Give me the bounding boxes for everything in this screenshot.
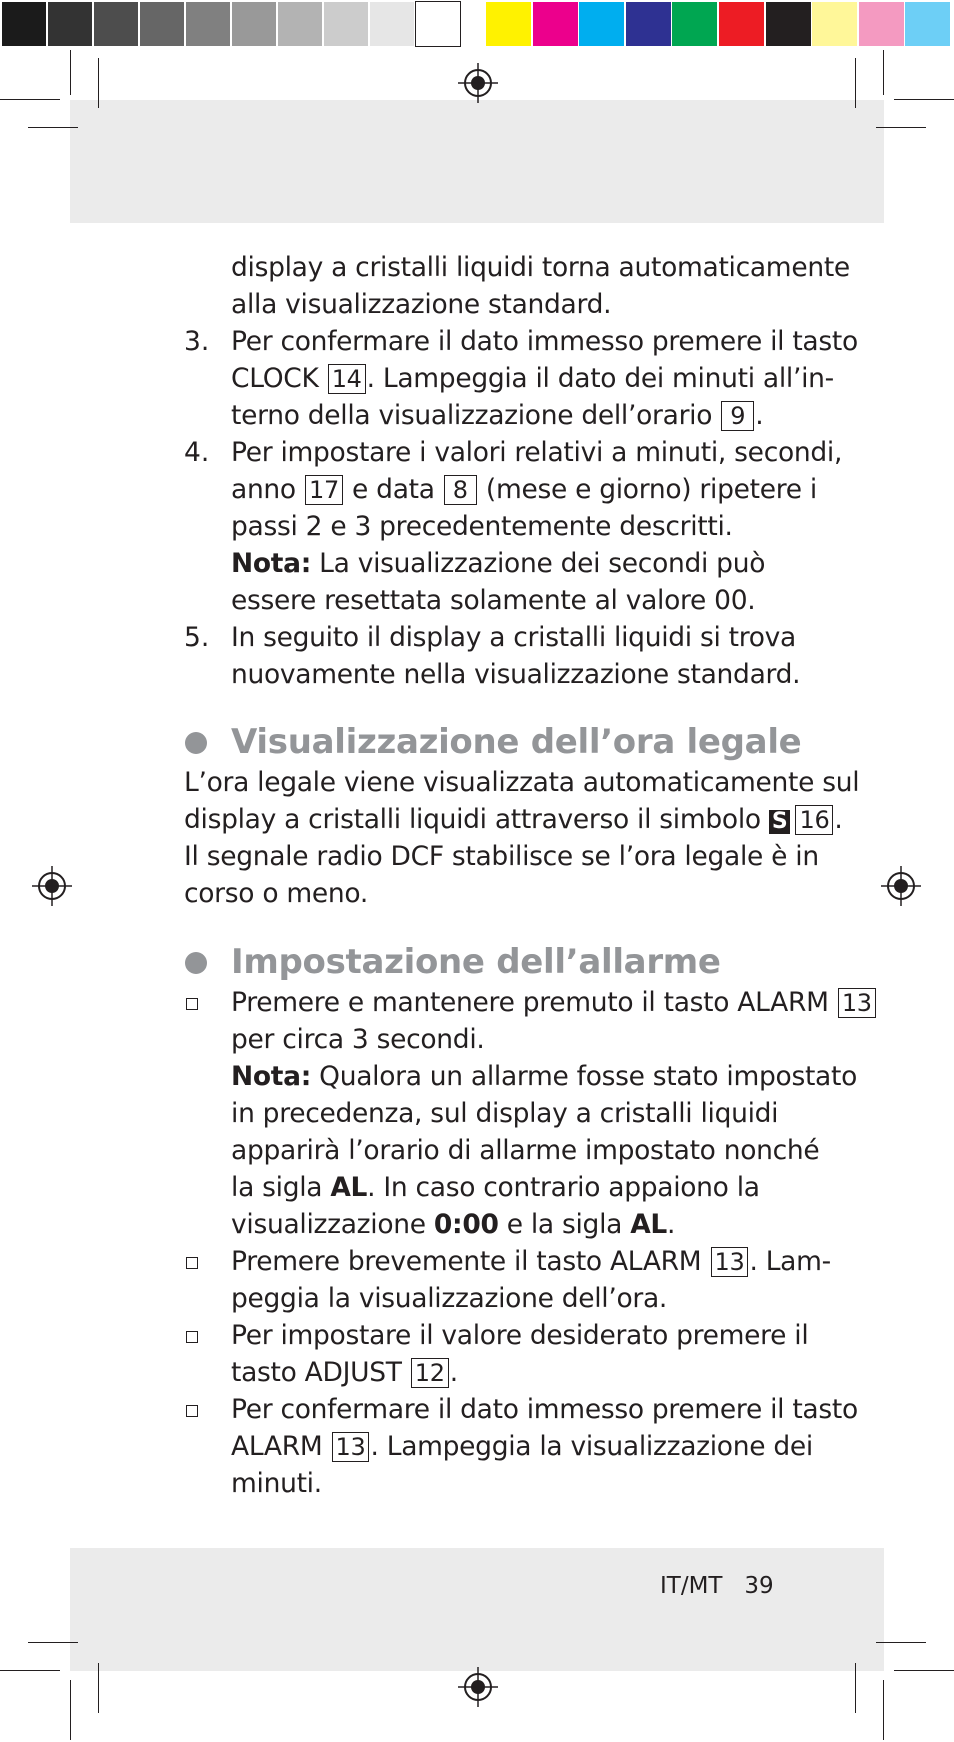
paragraph-line: corso o meno. xyxy=(184,878,368,909)
text: AL xyxy=(630,1209,668,1240)
text: la sigla xyxy=(231,1172,323,1203)
grey-swatch xyxy=(186,2,230,46)
note: in precedenza, sul display a cristalli liquidi xyxy=(231,1098,779,1129)
crop-mark xyxy=(876,127,926,128)
list-item-text: passi 2 e 3 precedentemente descritti. xyxy=(231,511,733,542)
color-swatch xyxy=(672,2,717,46)
text: . In caso contrario appaiono la xyxy=(367,1172,760,1203)
list-item-text: peggia la visualizzazione dell’ora. xyxy=(231,1283,668,1314)
grey-swatch xyxy=(48,2,92,46)
registration-mark-icon xyxy=(881,866,921,906)
grey-swatch xyxy=(140,2,184,46)
footer-band xyxy=(70,1548,884,1671)
reference-number: 13 xyxy=(838,988,876,1018)
text: La visualizzazione dei secondi può xyxy=(319,548,766,579)
color-swatch xyxy=(859,2,904,46)
list-item-text xyxy=(231,985,877,1021)
text: Premere brevemente il tasto ALARM xyxy=(231,1246,702,1277)
section-heading: Impostazione dell’allarme xyxy=(231,942,721,982)
page-footer xyxy=(660,1568,774,1604)
text: Qualora un allarme fosse stato impostato xyxy=(319,1061,857,1092)
reference-number: 13 xyxy=(711,1247,749,1277)
grey-swatch xyxy=(370,2,414,46)
list-number: 5. xyxy=(184,622,210,653)
crop-mark xyxy=(855,58,856,108)
crop-mark xyxy=(70,1680,71,1740)
text: e la sigla xyxy=(506,1209,623,1240)
color-swatch xyxy=(905,2,950,46)
color-swatch xyxy=(533,2,578,46)
color-swatch xyxy=(812,2,857,46)
list-item-text: minuti. xyxy=(231,1468,322,1499)
text: . xyxy=(449,1357,458,1388)
paragraph-line: L’ora legale viene visualizzata automaticamente sul xyxy=(184,767,860,798)
grey-swatch xyxy=(416,2,460,46)
checkbox-bullet-icon xyxy=(186,998,198,1010)
list-item-text: nuovamente nella visualizzazione standard. xyxy=(231,659,801,690)
summer-time-symbol-icon: S xyxy=(769,810,791,834)
section-heading: Visualizzazione dell’ora legale xyxy=(231,722,802,762)
crop-mark xyxy=(855,1663,856,1713)
list-number: 3. xyxy=(184,326,210,357)
registration-mark-icon xyxy=(458,63,498,103)
text: display a cristalli liquidi attraverso il simbolo xyxy=(184,804,761,835)
list-item-text xyxy=(231,398,763,434)
text: . xyxy=(755,400,764,431)
grey-swatch xyxy=(324,2,368,46)
color-swatch xyxy=(626,2,671,46)
list-item-continuation: alla visualizzazione standard. xyxy=(231,289,612,320)
bullet-dot-icon xyxy=(185,952,207,974)
reference-number: 12 xyxy=(411,1358,449,1388)
list-item-text: Per impostare il valore desiderato premere il xyxy=(231,1320,809,1351)
note: essere resettata solamente al valore 00. xyxy=(231,585,756,616)
grey-swatch xyxy=(2,2,46,46)
text: . xyxy=(667,1209,676,1240)
crop-mark xyxy=(0,99,60,100)
text: Premere e mantenere premuto il tasto ALARM xyxy=(231,987,829,1018)
crop-mark xyxy=(894,99,954,100)
list-item-text: Per confermare il dato immesso premere il tasto xyxy=(231,1394,858,1425)
note: apparirà l’orario di allarme impostato nonché xyxy=(231,1135,820,1166)
note-label: Nota: xyxy=(231,1061,312,1092)
list-item-text: per circa 3 secondi. xyxy=(231,1024,485,1055)
list-item-text: Per impostare i valori relativi a minuti, secondi, xyxy=(231,437,843,468)
text: e data xyxy=(352,474,435,505)
color-swatch xyxy=(579,2,624,46)
paragraph-line xyxy=(184,802,843,838)
list-item-text: In seguito il display a cristalli liquidi si trova xyxy=(231,622,796,653)
list-item-text: Per confermare il dato immesso premere il tasto xyxy=(231,326,858,357)
header-band xyxy=(70,100,884,223)
note xyxy=(231,1059,857,1095)
registration-mark-icon xyxy=(32,866,72,906)
reference-number: 14 xyxy=(328,364,366,394)
checkbox-bullet-icon xyxy=(186,1257,198,1269)
list-item-text xyxy=(231,361,834,397)
crop-mark xyxy=(883,50,884,95)
note xyxy=(231,1170,760,1206)
text: . Lampeggia la visualizzazione dei xyxy=(370,1431,813,1462)
color-calibration-bar xyxy=(0,0,954,48)
crop-mark xyxy=(876,1642,926,1643)
text: AL xyxy=(330,1172,368,1203)
checkbox-bullet-icon xyxy=(186,1331,198,1343)
crop-mark xyxy=(98,1663,99,1713)
text: . Lam- xyxy=(749,1246,831,1277)
crop-mark xyxy=(894,1670,954,1671)
list-item-text xyxy=(231,1355,458,1391)
language-code: IT/MT xyxy=(660,1573,723,1599)
bullet-dot-icon xyxy=(185,732,207,754)
text: ALARM xyxy=(231,1431,323,1462)
reference-number: 17 xyxy=(305,475,343,505)
text: (mese e giorno) ripetere i xyxy=(485,474,817,505)
list-number: 4. xyxy=(184,437,210,468)
reference-number: 16 xyxy=(795,805,833,835)
text: . Lampeggia il dato dei minuti all’in- xyxy=(366,363,834,394)
crop-mark xyxy=(28,1642,78,1643)
grey-swatch xyxy=(278,2,322,46)
reference-number: 9 xyxy=(721,401,754,431)
crop-mark xyxy=(883,1680,884,1740)
grey-swatch xyxy=(94,2,138,46)
list-item-text xyxy=(231,1244,831,1280)
note xyxy=(231,546,765,582)
page-number: 39 xyxy=(744,1573,774,1599)
checkbox-bullet-icon xyxy=(186,1405,198,1417)
list-item-text xyxy=(231,1429,813,1465)
crop-mark xyxy=(98,58,99,108)
text: CLOCK xyxy=(231,363,319,394)
color-swatch xyxy=(719,2,764,46)
note-label: Nota: xyxy=(231,548,312,579)
color-swatch xyxy=(766,2,811,46)
reference-number: 8 xyxy=(444,475,477,505)
crop-mark xyxy=(70,50,71,95)
list-item-continuation: display a cristalli liquidi torna automaticamente xyxy=(231,252,850,283)
crop-mark xyxy=(28,127,78,128)
text: visualizzazione xyxy=(231,1209,426,1240)
text: anno xyxy=(231,474,296,505)
text: . xyxy=(834,804,843,835)
list-item-text xyxy=(231,472,817,508)
note xyxy=(231,1207,675,1243)
text: 0:00 xyxy=(433,1209,499,1240)
text: terno della visualizzazione dell’orario xyxy=(231,400,713,431)
registration-mark-icon xyxy=(458,1667,498,1707)
reference-number: 13 xyxy=(332,1432,370,1462)
grey-swatch xyxy=(232,2,276,46)
paragraph-line: Il segnale radio DCF stabilisce se l’ora legale è in xyxy=(184,841,819,872)
text: tasto ADJUST xyxy=(231,1357,402,1388)
color-swatch xyxy=(486,2,531,46)
crop-mark xyxy=(0,1670,60,1671)
